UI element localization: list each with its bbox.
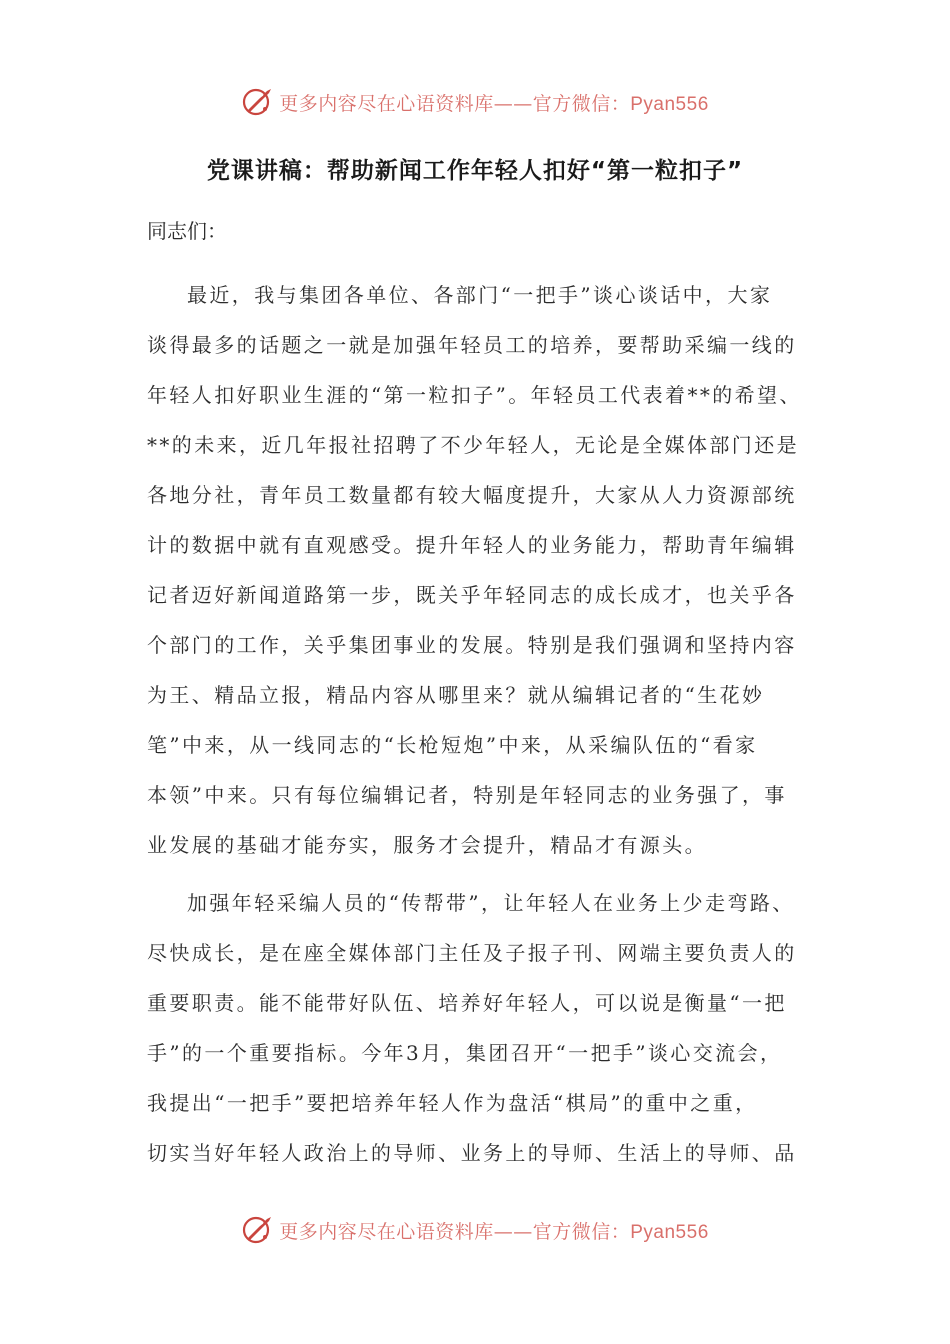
paragraph-1 bbox=[147, 270, 807, 870]
paragraph-line: 各地分社，青年员工数量都有较大幅度提升，大家从人力资源部统 bbox=[147, 483, 797, 507]
watermark-main: 更多内容尽在心语资料库 bbox=[279, 92, 494, 115]
paragraph-line: 本领”中来。只有每位编辑记者，特别是年轻同志的业务强了，事 bbox=[147, 783, 787, 807]
paragraph-line: **的未来，近几年报社招聘了不少年轻人，无论是全媒体部门还是 bbox=[147, 433, 799, 457]
paragraph-line: 业发展的基础才能夯实，服务才会提升，精品才有源头。 bbox=[147, 833, 707, 857]
paragraph-line: 我提出“一把手”要把培养年轻人作为盘活“棋局”的重中之重， bbox=[147, 1091, 758, 1115]
paragraph-2 bbox=[147, 878, 807, 1178]
watermark-separator: —— bbox=[493, 1220, 533, 1243]
watermark-label: 官方微信： bbox=[532, 92, 631, 115]
paragraph-line: 个部门的工作，关乎集团事业的发展。特别是我们强调和坚持内容 bbox=[147, 633, 797, 657]
paragraph-line: 尽快成长，是在座全媒体部门主任及子报子刊、网端主要负责人的 bbox=[147, 941, 797, 965]
paragraph-line: 笔”中来，从一线同志的“长枪短炮”中来，从采编队伍的“看家 bbox=[147, 733, 758, 757]
paragraph-line: 年轻人扣好职业生涯的“第一粒扣子”。年轻员工代表着**的希望、 bbox=[147, 383, 802, 407]
document-title: 党课讲稿：帮助新闻工作年轻人扣好“第一粒扣子” bbox=[206, 158, 744, 184]
salutation: 同志们： bbox=[147, 219, 227, 243]
watermark-separator: —— bbox=[493, 92, 533, 115]
paragraph-line: 手”的一个重要指标。今年3月，集团召开“一把手”谈心交流会， bbox=[147, 1041, 783, 1065]
header-watermark bbox=[0, 82, 950, 122]
paragraph-line: 切实当好年轻人政治上的导师、业务上的导师、生活上的导师、品 bbox=[147, 1141, 797, 1165]
paragraph-line: 最近，我与集团各单位、各部门“一把手”谈心谈话中，大家 bbox=[187, 283, 773, 307]
watermark-text bbox=[279, 1217, 709, 1244]
watermark-text bbox=[279, 89, 709, 116]
watermark-label: 官方微信： bbox=[532, 1220, 631, 1243]
paragraph-line: 计的数据中就有直观感受。提升年轻人的业务能力，帮助青年编辑 bbox=[147, 533, 797, 557]
paragraph-line: 记者迈好新闻道路第一步，既关乎年轻同志的成长成才，也关乎各 bbox=[147, 583, 797, 607]
watermark-wechat-id: Pyan556 bbox=[630, 1221, 709, 1243]
quill-logo-icon bbox=[241, 85, 275, 119]
paragraph-line: 为王、精品立报，精品内容从哪里来？就从编辑记者的“生花妙 bbox=[147, 683, 765, 707]
paragraph-line: 加强年轻采编人员的“传帮带”，让年轻人在业务上少走弯路、 bbox=[187, 891, 795, 915]
watermark-main: 更多内容尽在心语资料库 bbox=[279, 1220, 494, 1243]
quill-logo-icon bbox=[241, 1213, 275, 1247]
paragraph-line: 谈得最多的话题之一就是加强年轻员工的培养，要帮助采编一线的 bbox=[147, 333, 797, 357]
paragraph-line: 重要职责。能不能带好队伍、培养好年轻人，可以说是衡量“一把 bbox=[147, 991, 787, 1015]
footer-watermark bbox=[0, 1210, 950, 1250]
watermark-wechat-id: Pyan556 bbox=[630, 93, 709, 115]
